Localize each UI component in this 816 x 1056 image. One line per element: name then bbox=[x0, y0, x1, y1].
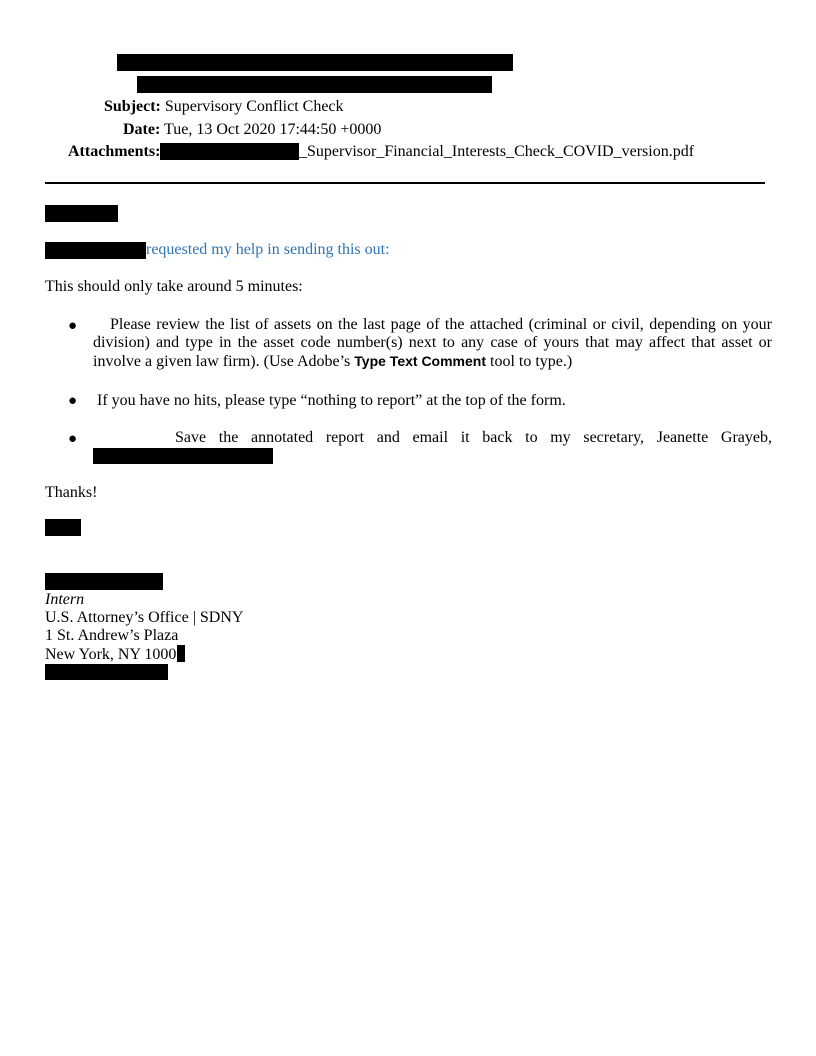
signature-office: U.S. Attorney’s Office | SDNY bbox=[45, 609, 244, 626]
bullet-1-marker: ● bbox=[68, 318, 78, 334]
intro-text: This should only take around 5 minutes: bbox=[45, 278, 303, 295]
attachment-filename[interactable]: _Supervisor_Financial_Interests_Check_COVID_version.pdf bbox=[299, 143, 695, 160]
date-label: Date: bbox=[123, 121, 161, 138]
bullet-3-text: Save the annotated report and email it back to my secretary, Jeanette Grayeb, bbox=[175, 429, 772, 446]
attachments-row bbox=[68, 142, 160, 162]
tool-name: Type Text Comment bbox=[354, 353, 487, 369]
bullet-2-text: If you have no hits, please type “nothing to report” at the top of the form. bbox=[97, 392, 566, 409]
subject-label: Subject: bbox=[104, 98, 161, 115]
bullet-3-marker: ● bbox=[68, 431, 78, 447]
redacted-sender-short bbox=[45, 519, 81, 536]
redacted-attachment-prefix bbox=[160, 143, 299, 160]
header-divider bbox=[45, 182, 765, 184]
signature-street: 1 St. Andrew’s Plaza bbox=[45, 627, 179, 644]
redacted-zip-digit bbox=[177, 645, 185, 662]
signature-city: New York, NY 1000 bbox=[45, 645, 185, 664]
redacted-signature-name bbox=[45, 573, 163, 590]
redacted-requester-name bbox=[45, 242, 146, 259]
subject-row bbox=[104, 97, 344, 117]
date-value: Tue, 13 Oct 2020 17:44:50 +0000 bbox=[164, 121, 382, 138]
redacted-phone bbox=[45, 664, 168, 680]
signature-title: Intern bbox=[45, 591, 85, 608]
forward-line: requested my help in sending this out: bbox=[146, 241, 390, 258]
redacted-greeting bbox=[45, 205, 118, 222]
redacted-from-line bbox=[117, 54, 513, 71]
bullet-2-marker: ● bbox=[68, 393, 78, 409]
bullet-1-text: Please review the list of assets on the last page of the attached (criminal or civil, depending on your division) and type in the asset code number(s) next to any case of yours that may affect that asset or involve a given law firm). (Use Adobe’s Type Text Comment tool to type.) bbox=[93, 316, 772, 370]
subject-value: Supervisory Conflict Check bbox=[164, 98, 344, 115]
closing-text: Thanks! bbox=[45, 484, 98, 501]
redacted-bullet-3-prefix bbox=[93, 430, 169, 445]
attachments-label: Attachments: bbox=[68, 143, 161, 160]
date-row bbox=[123, 120, 381, 140]
redacted-to-line bbox=[137, 76, 492, 93]
redacted-email-address bbox=[93, 448, 273, 464]
